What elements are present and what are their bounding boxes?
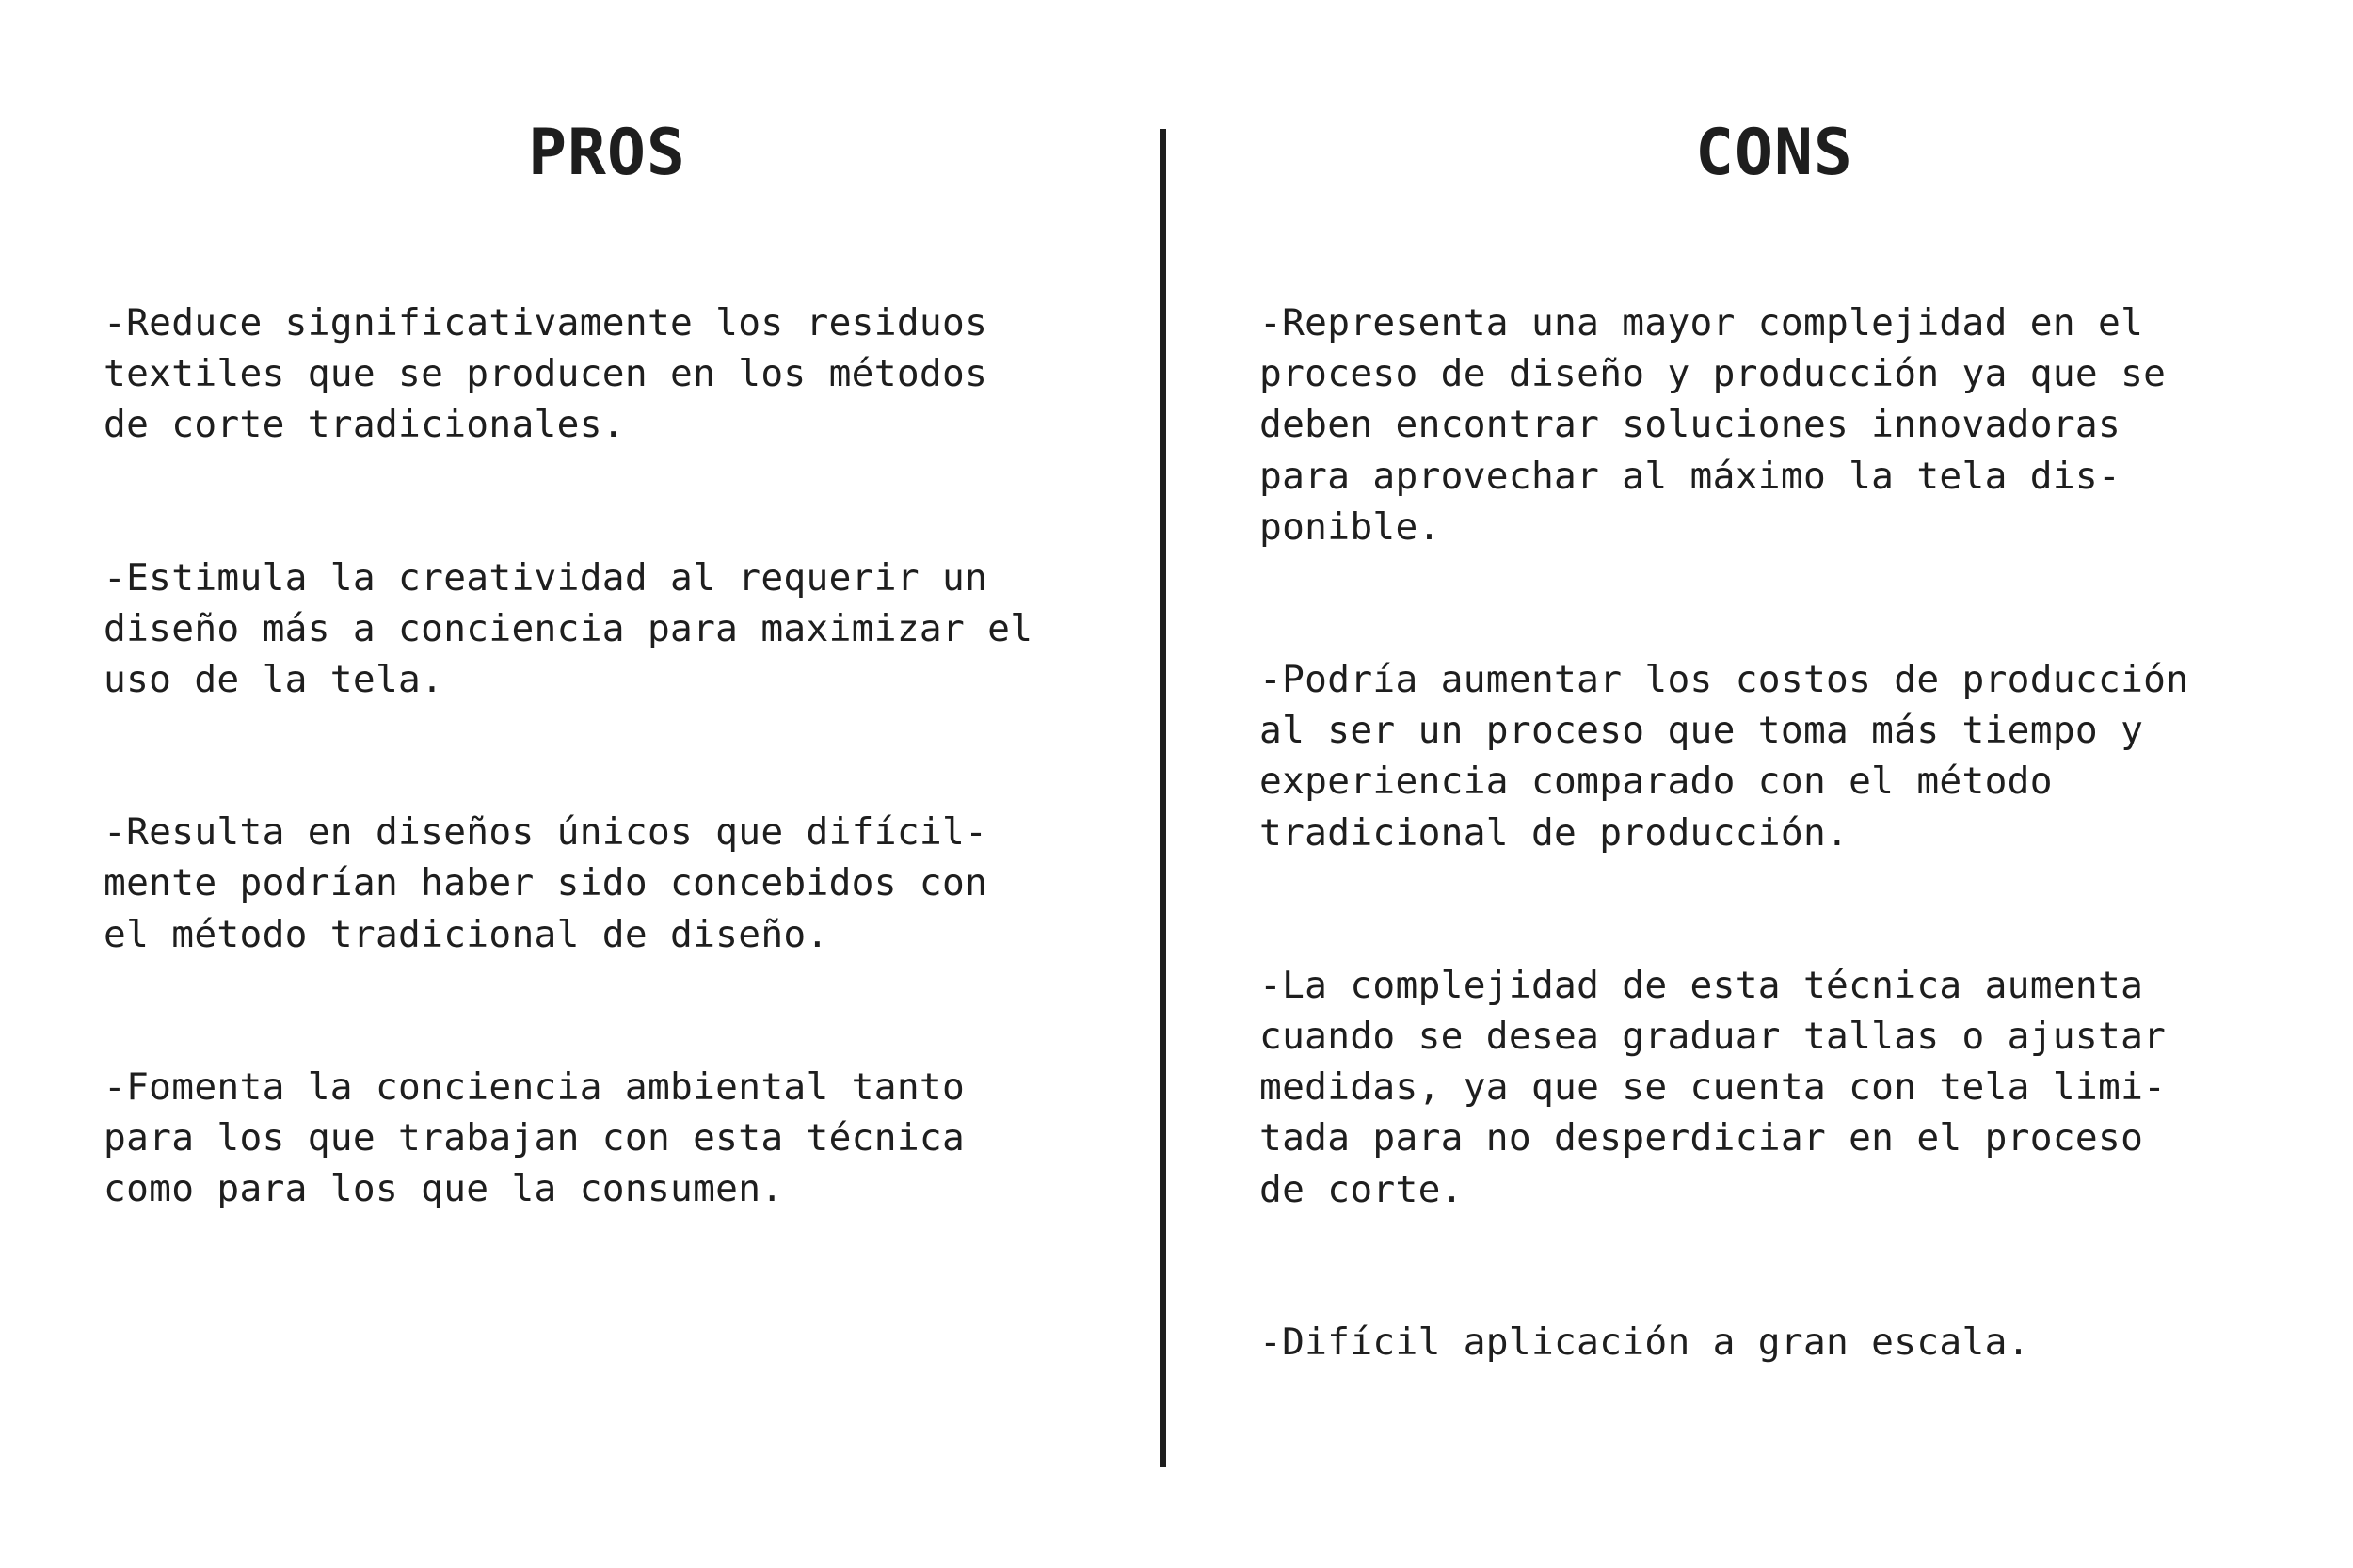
cons-heading: CONS <box>1695 116 1853 190</box>
pros-list <box>104 297 1120 1316</box>
cons-item-2: -Podría aumentar los costos de producción al ser un proceso que toma más tiempo y experiencia comparado con el método tradicional de producción. <box>1259 658 2189 855</box>
column-divider <box>1160 129 1166 1467</box>
pros-item-1: -Reduce significativamente los residuos textiles que se producen en los métodos de corte tradicionales. <box>104 301 988 447</box>
pros-item-2: -Estimula la creatividad al requerir un diseño más a conciencia para maximizar el uso de la tela. <box>104 555 1033 702</box>
pros-heading: PROS <box>528 116 686 190</box>
cons-item-1: -Representa una mayor complejidad en el proceso de diseño y producción ya que se deben encontrar soluciones innovadoras para aprovechar al máximo la tela dis- ponible. <box>1259 301 2167 549</box>
pros-item-4: -Fomenta la conciencia ambiental tanto para los que trabajan con esta técnica como para los que la consumen. <box>104 1064 966 1211</box>
cons-list <box>1259 297 2313 1469</box>
cons-item-4: -Difícil aplicación a gran escala. <box>1259 1320 2030 1364</box>
pros-item-3: -Resulta en diseños únicos que difícil- mente podrían haber sido concebidos con el método tradicional de diseño. <box>104 810 988 956</box>
cons-item-3: -La complejidad de esta técnica aumenta cuando se desea graduar tallas o ajustar medidas, ya que se cuenta con tela limi- tada para no desperdiciar en el proceso de corte. <box>1259 963 2167 1211</box>
